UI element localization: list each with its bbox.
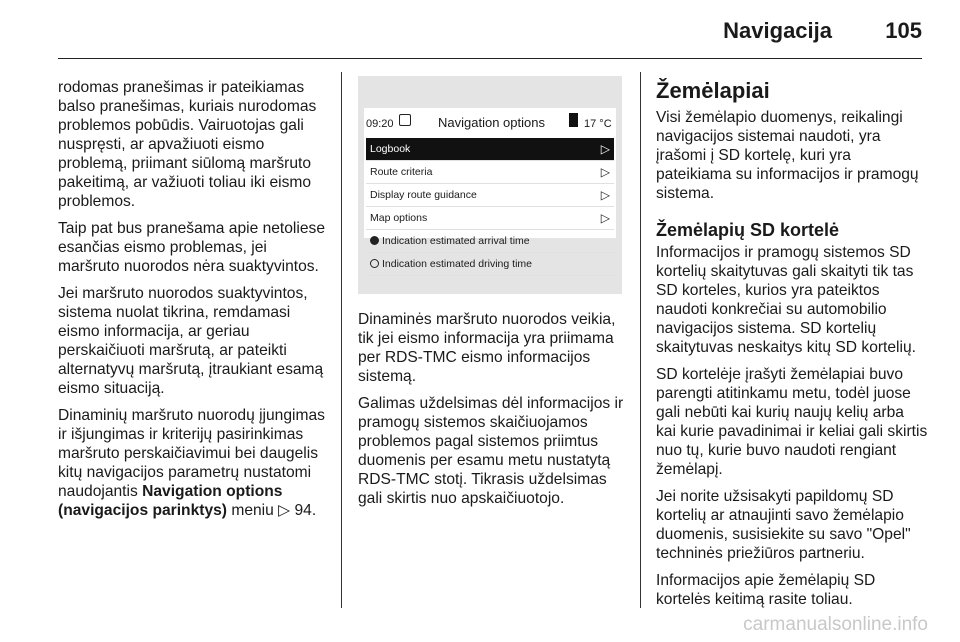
chevron-right-icon: ▷ bbox=[600, 188, 610, 202]
page-reference: 94. bbox=[290, 502, 317, 519]
paragraph: SD kortelėje įrašyti žemėlapiai buvo parengti atitinkamu metu, todėl juose gali nebūti kai kurių naujų kelių arba kai kurie pavadinimai ir keliai gali skirtis nuo tų, kurie buvo naudoti rengiant žemėlapį. bbox=[656, 366, 928, 478]
paragraph-text: Dinaminių maršruto nuorodų įjungimas ir išjungimas ir kriterijų pasirinkimas maršruto perskaičiavimui bei daugelis kitų navigacijos parametrų nustatomi naudojantis bbox=[58, 407, 325, 500]
menu-item-label: Display route guidance bbox=[370, 189, 477, 201]
heading-sd-card: Žemėlapių SD kortelė bbox=[656, 220, 840, 240]
paragraph: Jei norite užsisakyti papildomų SD kortelių ar atnaujinti savo žemėlapio duomenis, susisiekite su savo "Opel" techninės priežiūros partneriu. bbox=[656, 488, 911, 562]
menu-reference-bold: Navigation options (navigacijos parinktys) bbox=[58, 483, 283, 519]
paragraph: rodomas pranešimas ir pateikiamas balso pranešimas, kuriais nurodomas problemos pobūdis. Vairuotojas gali nuspręsti, ar apvažiuoti eismo problemą, priimant siūlomą maršruto pakeitimą, ar važiuoti toliau iki eismo problemos. bbox=[58, 79, 317, 210]
menu-item-label: Indication estimated driving time bbox=[382, 258, 532, 270]
menu-item-label: Logbook bbox=[370, 143, 411, 155]
heading-maps: Žemėlapiai bbox=[656, 78, 770, 103]
paragraph: Informacijos apie žemėlapių SD kortelės keitimą rasite toliau. bbox=[656, 572, 876, 608]
paragraph-text: meniu bbox=[227, 502, 279, 519]
menu-item-map-options[interactable] bbox=[366, 207, 614, 230]
paragraph: Dinaminės maršruto nuorodos veikia, tik jei eismo informacija yra priimama per RDS-TMC eismo informacijos sistemą. bbox=[358, 311, 616, 385]
paragraph: Visi žemėlapio duomenys, reikalingi navigacijos sistemai naudoti, yra įrašomi į SD kortelę, kuri yra pateikiama su informacijos ir pramogų sistema. bbox=[656, 109, 919, 202]
menu-item-display-route-guidance[interactable] bbox=[366, 184, 614, 207]
radio-arrival-time[interactable] bbox=[366, 230, 614, 253]
column-left bbox=[58, 78, 326, 528]
screen-clock: 09:20 bbox=[366, 118, 394, 130]
page-header bbox=[0, 0, 960, 60]
chevron-right-icon: ▷ bbox=[600, 211, 610, 225]
header-rule bbox=[58, 58, 922, 59]
screen-menu bbox=[366, 138, 614, 276]
radio-selected-icon bbox=[370, 236, 379, 245]
radio-driving-time[interactable] bbox=[366, 253, 614, 276]
chevron-right-icon: ▷ bbox=[600, 142, 610, 156]
screen-status-bar bbox=[366, 112, 616, 132]
paragraph bbox=[58, 406, 326, 520]
screen-title: Navigation options bbox=[438, 115, 545, 130]
column-middle bbox=[358, 78, 626, 516]
page-number: 105 bbox=[885, 18, 922, 43]
column-divider bbox=[640, 72, 641, 608]
navigation-options-screenshot bbox=[358, 76, 622, 294]
paragraph: Taip pat bus pranešama apie netoliese esančias eismo problemas, jei maršruto nuorodos nėra suaktyvintos. bbox=[58, 220, 326, 275]
paragraph: Informacijos ir pramogų sistemos SD kortelių skaitytuvas gali skaityti tik tas SD korteles, kurios yra pateiktos naudoti konkrečiai su automobilio navigacijos sistema. SD kortelių skaitytuvas neskaitys kitų SD kortelių. bbox=[656, 244, 916, 356]
menu-item-logbook[interactable] bbox=[366, 138, 614, 161]
menu-item-route-criteria[interactable] bbox=[366, 161, 614, 184]
chevron-right-icon: ▷ bbox=[600, 165, 610, 179]
paragraph: Jei maršruto nuorodos suaktyvintos, sistema nuolat tikrina, remdamasi eismo informacija, ar geriau perskaičiuoti maršrutą, ar pateikti alternatyvų maršrutą, įtraukiant esamą eismo situaciją. bbox=[58, 285, 324, 397]
column-right bbox=[656, 78, 928, 617]
back-icon bbox=[399, 114, 411, 126]
section-title: Navigacija bbox=[723, 18, 832, 43]
thermometer-icon bbox=[569, 113, 578, 127]
watermark: carmanualsonline.info bbox=[743, 614, 928, 635]
paragraph: Galimas uždelsimas dėl informacijos ir pramogų sistemos skaičiuojamos problemos pagal sistemos priimtus duomenis per esamu metu nustatytą RDS-TMC stotį. Tikrasis uždelsimas gali skirtis nuo apskaičiuotojo. bbox=[358, 395, 624, 507]
menu-item-label: Route criteria bbox=[370, 166, 433, 178]
screen-temperature: 17 °C bbox=[584, 118, 612, 130]
radio-unselected-icon bbox=[370, 259, 379, 268]
menu-item-label: Map options bbox=[370, 212, 428, 224]
menu-item-label: Indication estimated arrival time bbox=[382, 235, 530, 247]
arrow-reference-icon: ▷ bbox=[278, 502, 291, 519]
column-divider bbox=[341, 72, 342, 608]
